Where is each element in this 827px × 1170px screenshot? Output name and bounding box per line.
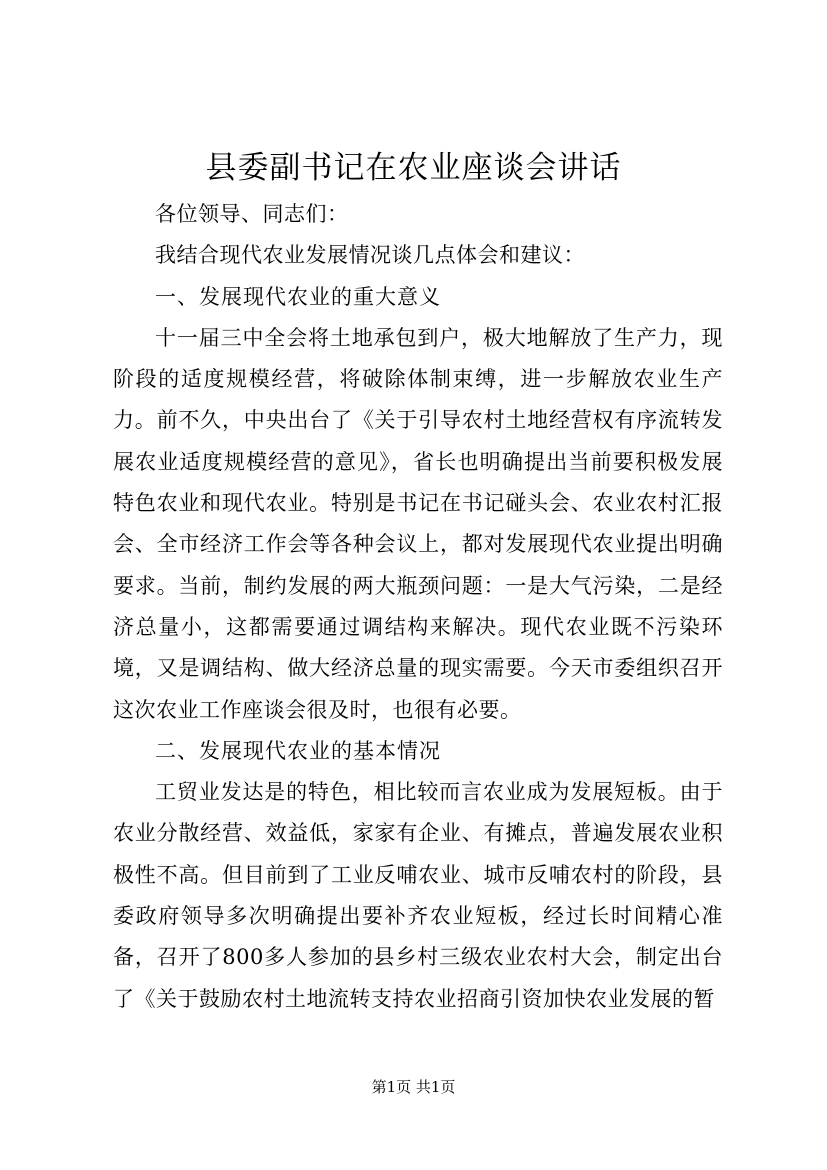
section-heading-1: 一、发展现代农业的重大意义 <box>155 284 441 309</box>
body-paragraph-1: 十一届三中全会将土地承包到户，极大地解放了生产力，现阶段的适度规模经营，将破除体制束缚，进一步解放农业生产力。前不久，中央出台了《关于引导农村土地经营权有序流转发展农业适度规模经营的意见》，省长也明确提出当前要积极发展特色农业和现代农业。特别是书记在书记碰头会、农业农村汇报会、全市经济工作会等各种会议上，都对发展现代农业提出明确要求。当前，制约发展的两大瓶颈问题：一是大气污染，二是经济总量小，这都需要通过调结构来解决。现代农业既不污染环境，又是调结构、做大经济总量的现实需要。今天市委组织召开这次农业工作座谈会很及时，也很有必要。 <box>113 325 723 722</box>
section-heading-2: 二、发展现代农业的基本情况 <box>155 738 441 763</box>
salutation-paragraph: 各位领导、同志们： <box>155 202 349 226</box>
page-footer: 第1页 共1页 <box>371 1078 456 1096</box>
intro-paragraph: 我结合现代农业发展情况谈几点体会和建议： <box>155 243 585 268</box>
document-title: 县委副书记在农业座谈会讲话 <box>205 150 622 186</box>
body-paragraph-2: 工贸业发达是的特色，相比较而言农业成为发展短板。由于农业分散经营、效益低，家家有企业、有摊点，普遍发展农业积极性不高。但目前到了工业反哺农业、城市反哺农村的阶段，县委政府领导多次明确提出要补齐农业短板，经过长时间精心准备，召开了800多人参加的县乡村三级农业农村大会，制定出台了《关于鼓励农村土地流转支持农业招商引资加快农业发展的暂 <box>113 780 723 1011</box>
document-body <box>113 194 723 1020</box>
